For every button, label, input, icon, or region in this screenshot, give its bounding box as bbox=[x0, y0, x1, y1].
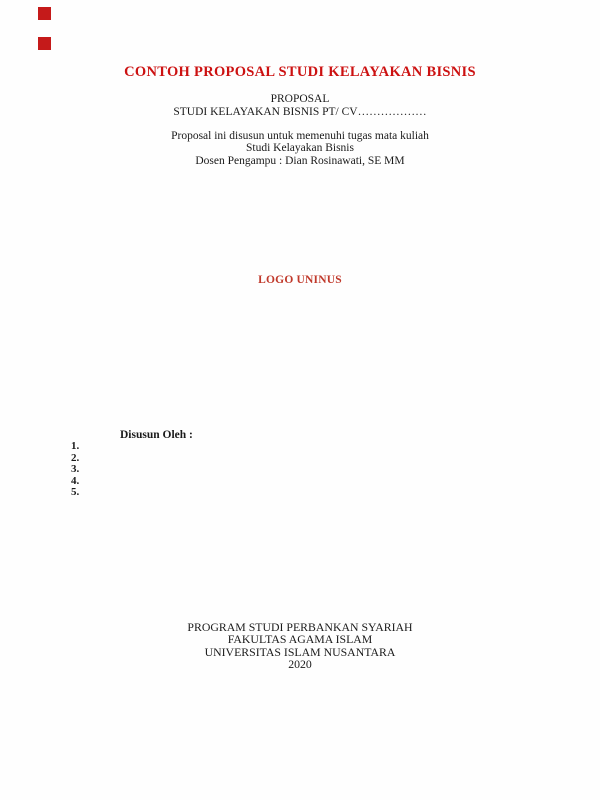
purpose-block bbox=[0, 130, 600, 167]
logo-placeholder-text: LOGO UNINUS bbox=[258, 274, 342, 286]
faculty-name: FAKULTAS AGAMA ISLAM bbox=[227, 632, 373, 647]
red-marker-square-2 bbox=[38, 37, 51, 50]
university-name: UNIVERSITAS ISLAM NUSANTARA bbox=[204, 644, 396, 659]
document-title: CONTOH PROPOSAL STUDI KELAYAKAN BISNIS bbox=[124, 64, 476, 80]
red-marker-square-1 bbox=[38, 7, 51, 20]
proposal-label: PROPOSAL bbox=[270, 93, 330, 105]
purpose-line-3: Dosen Pengampu : Dian Rosinawati, SE MM bbox=[195, 154, 405, 167]
program-name: PROGRAM STUDI PERBANKAN SYARIAH bbox=[187, 620, 413, 634]
author-list-item: 3. bbox=[71, 463, 80, 476]
authors-list bbox=[71, 441, 79, 499]
purpose-line-1: Proposal ini disusun untuk memenuhi tugas mata kuliah bbox=[171, 130, 429, 142]
author-list-item: 1. bbox=[71, 440, 80, 452]
authors-label: Disusun Oleh : bbox=[120, 429, 193, 441]
institution-footer bbox=[0, 621, 600, 671]
purpose-line-2: Studi Kelayakan Bisnis bbox=[246, 142, 354, 155]
author-list-item: 4. bbox=[71, 474, 80, 487]
author-list-item: 5. bbox=[71, 486, 80, 499]
author-list-item: 2. bbox=[71, 451, 80, 464]
proposal-doc-title: STUDI KELAYAKAN BISNIS PT/ CV……………… bbox=[173, 105, 427, 118]
subtitle-block bbox=[0, 93, 600, 118]
year: 2020 bbox=[288, 657, 312, 672]
